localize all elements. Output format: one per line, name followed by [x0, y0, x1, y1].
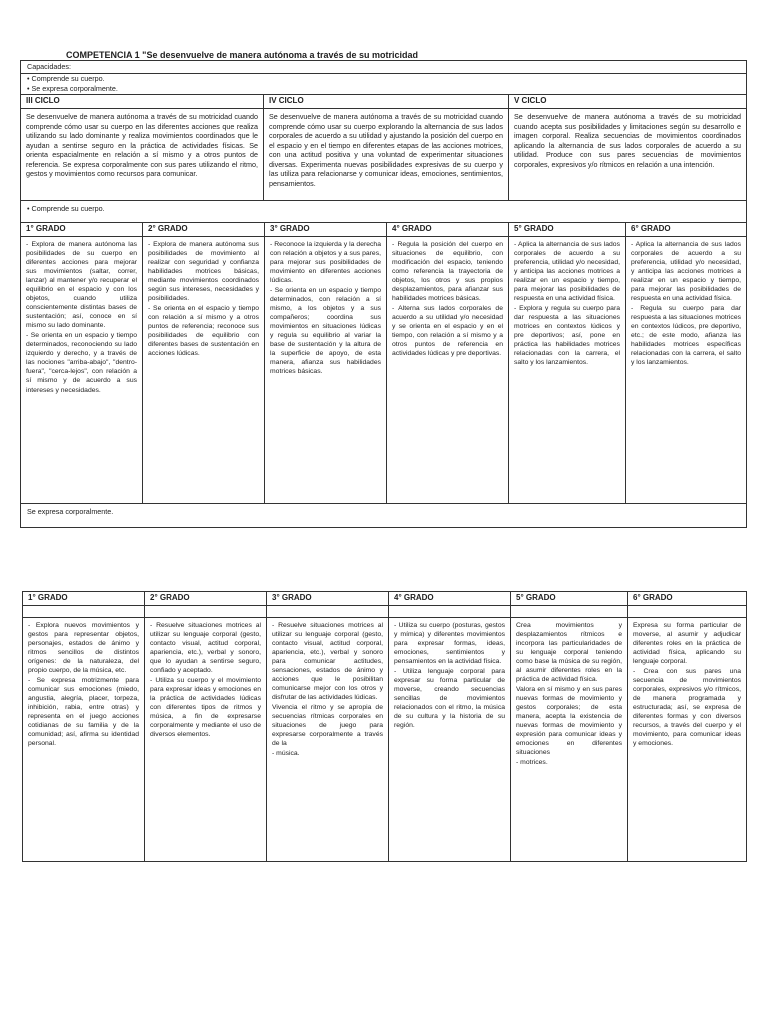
grade-heading: 2° GRADO [143, 223, 264, 237]
grade-heading: 5° GRADO [511, 592, 627, 606]
grade-column [144, 592, 266, 861]
grade-column [508, 223, 625, 503]
grade-content: Crea movimientos y desplazamientos rítmicos e incorpora las particularidades de su lenguaje corporal teniendo como base la música de su región, al asumir diferentes roles en la práctica de actividad física. Valora en sí mismo y en sus pares nuevas formas de movimiento y gestos corporales; de esta manera, acepta la existencia de nuevas formas de movimiento y expresión para comunicar ideas y emociones en diferentes situaciones - motrices. [516, 622, 622, 767]
grade-content: Expresa su forma particular de moverse, al asumir y adjudicar diferentes roles en la práctica de actividad física, aplicando su lenguaje corporal. - Crea con sus pares una secuencia de movimientos corporales, expresivos y/o rítmicos, de manera programada y estructurada; así, se expresa de diferentes formas y con diversos recursos, a través del cuerpo y el movimiento, para comunicar ideas y emociones. [633, 622, 741, 748]
grade-content: - Utiliza su cuerpo (posturas, gestos y mímica) y diferentes movimientos para expresar formas, ideas, emociones, sentimientos y pensamientos en la actividad física. - Utiliza lenguaje corporal para expresar su forma particular de moverse, creando secuencias sencillas de movimientos relacionados con el ritmo, la música de su cultura y la historia de su región. [394, 622, 505, 730]
grade-heading: 5° GRADO [509, 223, 625, 237]
grade-heading: 3° GRADO [267, 592, 388, 606]
grade-heading: 6° GRADO [628, 592, 746, 606]
grade-column [264, 223, 386, 503]
grade-column [625, 223, 746, 503]
cycle-column [508, 95, 746, 200]
grade-column [627, 592, 746, 861]
grades-row [23, 592, 746, 861]
grade-heading: 2° GRADO [145, 592, 266, 606]
cycle-heading: III CICLO [21, 95, 263, 109]
capacidades-list [21, 74, 746, 94]
grade-column [23, 592, 144, 861]
grade-heading: 6° GRADO [626, 223, 746, 237]
grade-content: - Resuelve situaciones motrices al utilizar su lenguaje corporal (gesto, contacto visual, actitud corporal, apariencia, etc.), verbal y sonoro, que lo ayudan a sentirse seguro, confiado y aceptado. - Utiliza su cuerpo y el movimiento para expresar ideas y emociones en la práctica de actividades lúdicas con diferentes tipos de ritmos y música, a fin de expresarse corporalmente y mediante el uso de diversos elementos. [150, 622, 261, 739]
cycle-column [21, 95, 263, 200]
cycle-description: Se desenvuelve de manera autónoma a través de su motricidad cuando comprende cómo usar su cuerpo explorando la alternancia de sus lados corporales de acuerdo a su utilidad y ajustando la posición del cuerpo en el espacio y en el tiempo en diferentes etapas de las acciones motrices, con una actitud positiva y una voluntad de experimentar situaciones diversas. Experimenta nuevas posibilidades expresivas de su cuerpo y las utiliza para relacionarse y comunicar ideas, emociones, sentimientos, pensamientos. [269, 112, 503, 188]
grade-content: - Aplica la alternancia de sus lados corporales de acuerdo a su preferencia, utilidad y/o necesidad, y anticipa las acciones motrices a realizar en un espacio y tiempo, para mejorar las posibilidades de respuesta en una actividad física. - Regula su cuerpo para dar respuesta a las situaciones motrices en contextos lúdicos, pre deportivo, etc.; de este modo, afianza las habilidades motrices específicas relacionadas con la carrera, el salto y los lanzamientos. [631, 241, 741, 367]
grade-heading: 4° GRADO [387, 223, 508, 237]
cycle-description: Se desenvuelve de manera autónoma a través de su motricidad cuando acepta sus posibilidades y limitaciones según su desarrollo e imagen corporal. Realiza secuencias de movimientos coordinados aplicando la alternancia de sus lados corporales de acuerdo a su utilidad. Produce con sus pares secuencias de movimientos corporales, expresivos y/o rítmicos en relación a una intención. [514, 112, 741, 169]
capacidad-item: • Comprende su cuerpo. [27, 74, 105, 83]
grade-content: - Regula la posición del cuerpo en situaciones de equilibrio, con modificación del espacio, teniendo como referencia la trayectoria de objetos, los otros y sus propios desplazamientos, para afianzar sus habilidades motrices básicas. - Alterna sus lados corporales de acuerdo a su utilidad y/o necesidad y se orienta en el espacio y en el tiempo, con relación a sí mismo y a otros puntos de referencia en actividades lúdicas y pre deportivas. [392, 241, 503, 358]
cycle-heading: V CICLO [509, 95, 746, 109]
grade-column [386, 223, 508, 503]
page-title: COMPETENCIA 1 "Se desenvuelve de manera autónoma a través de su motricidad [66, 50, 419, 60]
capacidades-label: Capacidades: [27, 62, 71, 71]
cycle-heading: IV CICLO [264, 95, 508, 109]
cycle-column [263, 95, 508, 200]
grade-content: - Resuelve situaciones motrices al utilizar su lenguaje corporal (gesto, contacto visual, actitud corporal, apariencia, etc.), verbal y sonoro para comunicar actitudes, sensaciones, estados de ánimo y acciones que le posibilitan comunicarse mejor con los otros y disfrutar de las actividades lúdicas. Vivencia el ritmo y se apropia de secuencias rítmicas corporales en situaciones de juego para expresarse corporalmente a través de la - música. [272, 622, 383, 758]
grade-column [266, 592, 388, 861]
capacidad-item: • Se expresa corporalmente. [27, 84, 118, 93]
competence-table-top [20, 60, 747, 528]
section-label: • Comprende su cuerpo. [21, 200, 746, 223]
cycles-row [21, 95, 746, 200]
grade-heading: 3° GRADO [265, 223, 386, 237]
grade-content: - Aplica la alternancia de sus lados corporales de acuerdo a su preferencia, utilidad y/o necesidad, y anticipa las acciones motrices a realizar en un espacio y tiempo, para mejorar las posibilidades de respuesta en una actividad física. - Explora y regula su cuerpo para dar respuesta a las situaciones motrices en contextos lúdicos y pre deportivos; así, pone en práctica las habilidades motrices relacionadas con la carrera, el salto y los lanzamientos. [514, 241, 620, 367]
competence-table-bottom [22, 591, 747, 862]
grade-column [510, 592, 627, 861]
grade-content: - Explora de manera autónoma las posibilidades de su cuerpo en diferentes acciones para mejorar sus movimientos (saltar, correr, lanzar) al mantener y/o recuperar el equilibrio en el espacio y con los objetos, cuando utiliza conscientemente distintas bases de sustentación; así, conoce en sí mismo su lado dominante. - Se orienta en un espacio y tiempo determinados, reconociendo su lado izquierdo y derecho, y a través de las nociones "arriba-abajo", "dentro-fuera", "cerca-lejos", con relación a sí mismo y de acuerdo a sus intereses y necesidades. [26, 241, 137, 394]
grade-heading: 1° GRADO [23, 592, 144, 606]
grade-heading: 1° GRADO [21, 223, 142, 237]
grade-column [142, 223, 264, 503]
grade-content: - Explora de manera autónoma sus posibilidades de movimiento al realizar con seguridad y confianza habilidades motrices básicas, mediante movimientos coordinados según sus intereses, necesidades y posibilidades. - Se orienta en el espacio y tiempo con relación a sí mismo y a otros puntos de referencia; reconoce sus posibilidades de equilibrio con diferentes bases de sustentación en acciones lúdicas. [148, 241, 259, 358]
grades-row [21, 223, 746, 503]
grade-column [388, 592, 510, 861]
grade-heading: 4° GRADO [389, 592, 510, 606]
grade-content: - Reconoce la izquierda y la derecha con relación a objetos y a sus pares, para mejorar sus posibilidades de movimiento en diferentes acciones lúdicas. - Se orienta en un espacio y tiempo determinados, con relación a sí mismo, a los objetos y a sus compañeros; coordina sus movimientos en situaciones lúdicas y regula su equilibrio al variar la base de sustentación y la altura de la superficie de apoyo, de esta manera, afianza sus habilidades motrices básicas. [270, 241, 381, 376]
section-label: Se expresa corporalmente. [21, 503, 746, 524]
cycle-description: Se desenvuelve de manera autónoma a través de su motricidad cuando comprende cómo usar su cuerpo en las diferentes acciones que realiza utilizando su lado dominante y realiza movimientos coordinados que le ayudan a sentirse seguro en la práctica de actividades físicas. Se orienta espacialmente en relación a sí mismo y a otros puntos de referencia. Se expresa corporalmente con sus pares utilizando el ritmo, gestos y movimientos como recursos para comunicar. [26, 112, 258, 178]
grade-column [21, 223, 142, 503]
grade-content: - Explora nuevos movimientos y gestos para representar objetos, personajes, estados de ánimo y ritmos sencillos de distintos orígenes: de la naturaleza, del propio cuerpo, de la música, etc. - Se expresa motrizmente para comunicar sus emociones (miedo, angustia, alegría, placer, torpeza, inhibición, rabia, entre otras) y representa en el juego acciones cotidianas de su familia y de la comunidad; así, afirma su identidad personal. [28, 622, 139, 748]
